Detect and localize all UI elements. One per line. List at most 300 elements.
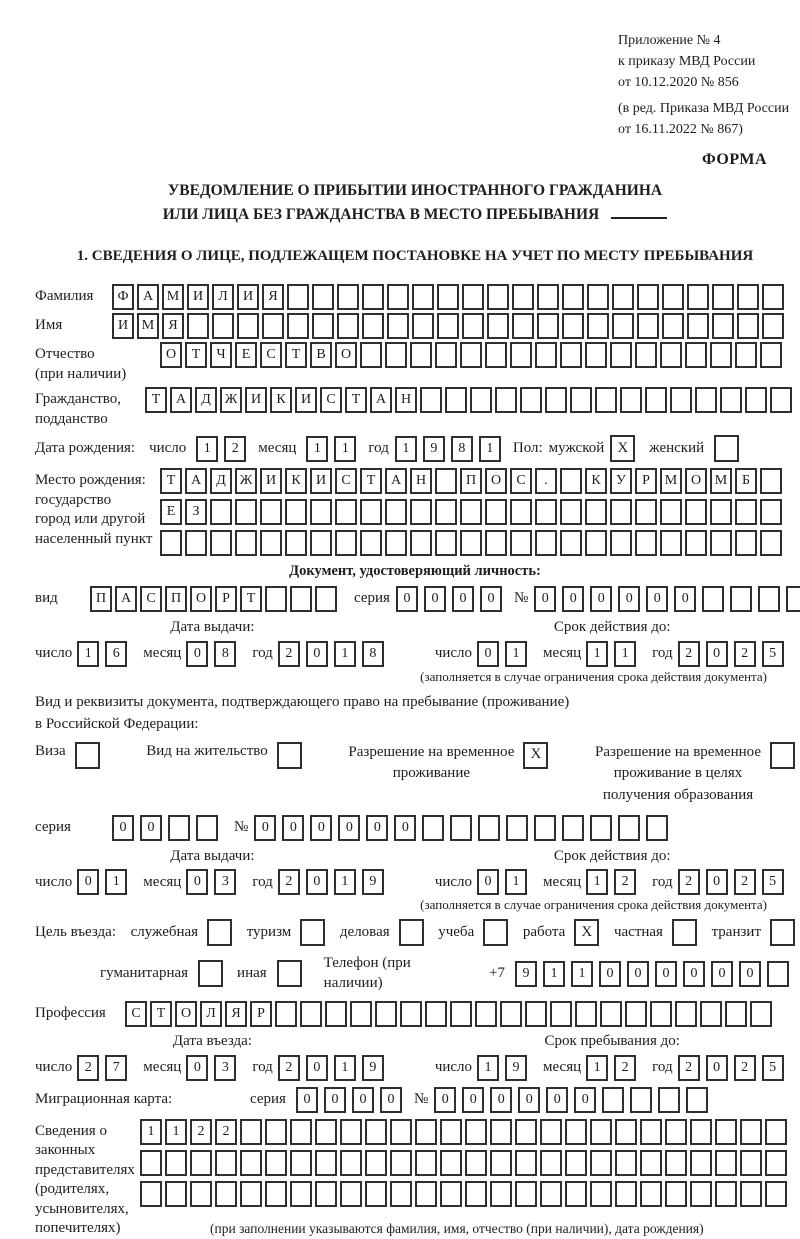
char-cell[interactable]: 0 bbox=[574, 1087, 596, 1113]
char-cell[interactable]: Т bbox=[160, 468, 182, 494]
char-cell[interactable] bbox=[565, 1119, 587, 1145]
char-cell[interactable] bbox=[385, 342, 407, 368]
char-cell[interactable]: 1 bbox=[505, 641, 527, 667]
char-cell[interactable]: О bbox=[335, 342, 357, 368]
char-cell[interactable]: 1 bbox=[196, 436, 218, 462]
char-cell[interactable] bbox=[700, 1001, 722, 1027]
char-cell[interactable] bbox=[767, 961, 789, 987]
char-cell[interactable]: 2 bbox=[278, 869, 300, 895]
char-cell[interactable]: 0 bbox=[394, 815, 416, 841]
char-cell[interactable] bbox=[575, 1001, 597, 1027]
char-cell[interactable] bbox=[325, 1001, 347, 1027]
char-cell[interactable]: А bbox=[170, 387, 192, 413]
char-cell[interactable]: М bbox=[137, 313, 159, 339]
char-cell[interactable]: М bbox=[660, 468, 682, 494]
char-cell[interactable] bbox=[400, 1001, 422, 1027]
char-cell[interactable] bbox=[750, 1001, 772, 1027]
char-cell[interactable] bbox=[350, 1001, 372, 1027]
char-cell[interactable]: 0 bbox=[562, 586, 584, 612]
char-cell[interactable] bbox=[437, 313, 459, 339]
char-cell[interactable] bbox=[662, 313, 684, 339]
char-cell[interactable]: Ж bbox=[235, 468, 257, 494]
char-cell[interactable] bbox=[506, 815, 528, 841]
char-cell[interactable] bbox=[365, 1181, 387, 1207]
char-cell[interactable] bbox=[300, 919, 325, 946]
char-cell[interactable] bbox=[300, 1001, 322, 1027]
char-cell[interactable] bbox=[534, 815, 556, 841]
char-cell[interactable] bbox=[515, 1119, 537, 1145]
char-cell[interactable]: 3 bbox=[214, 1055, 236, 1081]
char-cell[interactable] bbox=[640, 1119, 662, 1145]
char-cell[interactable] bbox=[75, 742, 100, 769]
char-cell[interactable]: Д bbox=[195, 387, 217, 413]
char-cell[interactable]: 0 bbox=[434, 1087, 456, 1113]
char-cell[interactable] bbox=[277, 742, 302, 769]
char-cell[interactable] bbox=[637, 284, 659, 310]
char-cell[interactable] bbox=[315, 586, 337, 612]
char-cell[interactable] bbox=[715, 1181, 737, 1207]
char-cell[interactable] bbox=[770, 742, 795, 769]
char-cell[interactable]: 6 bbox=[105, 641, 127, 667]
char-cell[interactable] bbox=[375, 1001, 397, 1027]
char-cell[interactable]: М bbox=[710, 468, 732, 494]
char-cell[interactable]: 1 bbox=[505, 869, 527, 895]
char-cell[interactable]: О bbox=[485, 468, 507, 494]
char-cell[interactable] bbox=[590, 1181, 612, 1207]
char-cell[interactable] bbox=[712, 313, 734, 339]
char-cell[interactable] bbox=[510, 499, 532, 525]
char-cell[interactable] bbox=[440, 1181, 462, 1207]
char-cell[interactable]: 1 bbox=[77, 641, 99, 667]
char-cell[interactable] bbox=[637, 313, 659, 339]
char-cell[interactable]: С bbox=[125, 1001, 147, 1027]
char-cell[interactable] bbox=[210, 499, 232, 525]
char-cell[interactable] bbox=[740, 1181, 762, 1207]
char-cell[interactable] bbox=[340, 1119, 362, 1145]
char-cell[interactable]: 1 bbox=[477, 1055, 499, 1081]
char-cell[interactable] bbox=[265, 1181, 287, 1207]
char-cell[interactable]: А bbox=[385, 468, 407, 494]
char-cell[interactable]: 0 bbox=[352, 1087, 374, 1113]
char-cell[interactable]: Т bbox=[185, 342, 207, 368]
char-cell[interactable] bbox=[620, 387, 642, 413]
char-cell[interactable] bbox=[360, 530, 382, 556]
char-cell[interactable] bbox=[540, 1119, 562, 1145]
char-cell[interactable]: Е bbox=[160, 499, 182, 525]
char-cell[interactable]: С bbox=[260, 342, 282, 368]
char-cell[interactable]: 8 bbox=[214, 641, 236, 667]
char-cell[interactable]: Т bbox=[150, 1001, 172, 1027]
char-cell[interactable] bbox=[618, 815, 640, 841]
char-cell[interactable]: Т bbox=[240, 586, 262, 612]
char-cell[interactable]: О bbox=[190, 586, 212, 612]
char-cell[interactable] bbox=[714, 435, 739, 462]
char-cell[interactable]: 0 bbox=[452, 586, 474, 612]
char-cell[interactable] bbox=[275, 1001, 297, 1027]
char-cell[interactable] bbox=[512, 284, 534, 310]
char-cell[interactable] bbox=[387, 313, 409, 339]
char-cell[interactable]: 0 bbox=[306, 641, 328, 667]
char-cell[interactable] bbox=[612, 313, 634, 339]
char-cell[interactable] bbox=[475, 1001, 497, 1027]
char-cell[interactable]: 0 bbox=[683, 961, 705, 987]
char-cell[interactable] bbox=[260, 499, 282, 525]
char-cell[interactable] bbox=[765, 1119, 787, 1145]
char-cell[interactable]: С bbox=[320, 387, 342, 413]
char-cell[interactable] bbox=[540, 1181, 562, 1207]
char-cell[interactable] bbox=[762, 284, 784, 310]
char-cell[interactable]: 0 bbox=[627, 961, 649, 987]
char-cell[interactable] bbox=[412, 313, 434, 339]
char-cell[interactable]: 1 bbox=[586, 869, 608, 895]
char-cell[interactable]: X bbox=[523, 742, 548, 769]
char-cell[interactable] bbox=[740, 1119, 762, 1145]
char-cell[interactable] bbox=[512, 313, 534, 339]
char-cell[interactable]: Я bbox=[262, 284, 284, 310]
char-cell[interactable] bbox=[765, 1181, 787, 1207]
char-cell[interactable]: Т bbox=[285, 342, 307, 368]
char-cell[interactable] bbox=[612, 284, 634, 310]
char-cell[interactable] bbox=[695, 387, 717, 413]
char-cell[interactable] bbox=[625, 1001, 647, 1027]
char-cell[interactable] bbox=[762, 313, 784, 339]
char-cell[interactable] bbox=[450, 1001, 472, 1027]
char-cell[interactable] bbox=[190, 1181, 212, 1207]
char-cell[interactable] bbox=[646, 815, 668, 841]
char-cell[interactable]: А bbox=[137, 284, 159, 310]
char-cell[interactable] bbox=[585, 499, 607, 525]
char-cell[interactable] bbox=[562, 313, 584, 339]
char-cell[interactable] bbox=[735, 530, 757, 556]
char-cell[interactable] bbox=[390, 1181, 412, 1207]
char-cell[interactable]: 1 bbox=[479, 436, 501, 462]
char-cell[interactable]: 9 bbox=[362, 1055, 384, 1081]
char-cell[interactable] bbox=[425, 1001, 447, 1027]
char-cell[interactable] bbox=[240, 1119, 262, 1145]
char-cell[interactable]: 5 bbox=[762, 869, 784, 895]
char-cell[interactable] bbox=[685, 530, 707, 556]
char-cell[interactable]: 0 bbox=[424, 586, 446, 612]
char-cell[interactable] bbox=[550, 1001, 572, 1027]
char-cell[interactable] bbox=[690, 1119, 712, 1145]
char-cell[interactable]: Я bbox=[225, 1001, 247, 1027]
char-cell[interactable] bbox=[315, 1181, 337, 1207]
char-cell[interactable] bbox=[587, 284, 609, 310]
char-cell[interactable] bbox=[610, 499, 632, 525]
char-cell[interactable] bbox=[168, 815, 190, 841]
char-cell[interactable] bbox=[665, 1119, 687, 1145]
char-cell[interactable] bbox=[462, 284, 484, 310]
char-cell[interactable]: 0 bbox=[706, 1055, 728, 1081]
char-cell[interactable] bbox=[460, 342, 482, 368]
char-cell[interactable] bbox=[462, 313, 484, 339]
char-cell[interactable] bbox=[630, 1087, 652, 1113]
char-cell[interactable]: 1 bbox=[105, 869, 127, 895]
char-cell[interactable] bbox=[702, 586, 724, 612]
char-cell[interactable]: И bbox=[310, 468, 332, 494]
char-cell[interactable] bbox=[735, 499, 757, 525]
char-cell[interactable]: 0 bbox=[655, 961, 677, 987]
char-cell[interactable] bbox=[590, 1119, 612, 1145]
char-cell[interactable]: 0 bbox=[282, 815, 304, 841]
char-cell[interactable] bbox=[310, 499, 332, 525]
char-cell[interactable]: О bbox=[685, 468, 707, 494]
char-cell[interactable] bbox=[535, 342, 557, 368]
char-cell[interactable] bbox=[335, 499, 357, 525]
char-cell[interactable] bbox=[335, 530, 357, 556]
char-cell[interactable]: 1 bbox=[614, 641, 636, 667]
char-cell[interactable] bbox=[737, 284, 759, 310]
char-cell[interactable]: 2 bbox=[215, 1119, 237, 1145]
char-cell[interactable] bbox=[487, 284, 509, 310]
char-cell[interactable] bbox=[645, 387, 667, 413]
char-cell[interactable] bbox=[685, 342, 707, 368]
char-cell[interactable]: 2 bbox=[734, 641, 756, 667]
char-cell[interactable]: Н bbox=[410, 468, 432, 494]
char-cell[interactable]: А bbox=[185, 468, 207, 494]
char-cell[interactable] bbox=[640, 1181, 662, 1207]
char-cell[interactable] bbox=[520, 387, 542, 413]
char-cell[interactable]: И bbox=[245, 387, 267, 413]
char-cell[interactable] bbox=[237, 313, 259, 339]
char-cell[interactable]: 9 bbox=[423, 436, 445, 462]
char-cell[interactable] bbox=[495, 387, 517, 413]
char-cell[interactable]: С bbox=[335, 468, 357, 494]
char-cell[interactable] bbox=[483, 919, 508, 946]
char-cell[interactable]: 2 bbox=[278, 1055, 300, 1081]
char-cell[interactable] bbox=[410, 342, 432, 368]
char-cell[interactable]: И bbox=[237, 284, 259, 310]
char-cell[interactable]: 0 bbox=[646, 586, 668, 612]
char-cell[interactable] bbox=[410, 530, 432, 556]
char-cell[interactable]: 1 bbox=[140, 1119, 162, 1145]
char-cell[interactable] bbox=[435, 530, 457, 556]
char-cell[interactable] bbox=[437, 284, 459, 310]
char-cell[interactable]: 0 bbox=[310, 815, 332, 841]
char-cell[interactable] bbox=[525, 1001, 547, 1027]
char-cell[interactable] bbox=[465, 1119, 487, 1145]
char-cell[interactable]: 1 bbox=[395, 436, 417, 462]
char-cell[interactable] bbox=[685, 499, 707, 525]
char-cell[interactable] bbox=[758, 586, 780, 612]
char-cell[interactable]: 0 bbox=[477, 641, 499, 667]
char-cell[interactable] bbox=[290, 1119, 312, 1145]
char-cell[interactable] bbox=[415, 1181, 437, 1207]
char-cell[interactable] bbox=[662, 284, 684, 310]
char-cell[interactable]: 0 bbox=[546, 1087, 568, 1113]
char-cell[interactable] bbox=[415, 1119, 437, 1145]
char-cell[interactable]: 0 bbox=[711, 961, 733, 987]
char-cell[interactable]: 0 bbox=[186, 1055, 208, 1081]
char-cell[interactable]: 0 bbox=[380, 1087, 402, 1113]
char-cell[interactable]: 1 bbox=[334, 436, 356, 462]
char-cell[interactable] bbox=[140, 1181, 162, 1207]
char-cell[interactable] bbox=[610, 530, 632, 556]
char-cell[interactable] bbox=[485, 499, 507, 525]
char-cell[interactable]: К bbox=[270, 387, 292, 413]
char-cell[interactable]: Ж bbox=[220, 387, 242, 413]
char-cell[interactable]: 2 bbox=[734, 869, 756, 895]
char-cell[interactable]: О bbox=[175, 1001, 197, 1027]
char-cell[interactable]: 0 bbox=[140, 815, 162, 841]
char-cell[interactable] bbox=[312, 284, 334, 310]
char-cell[interactable]: 0 bbox=[706, 641, 728, 667]
char-cell[interactable]: 0 bbox=[706, 869, 728, 895]
char-cell[interactable] bbox=[737, 313, 759, 339]
char-cell[interactable] bbox=[510, 530, 532, 556]
char-cell[interactable]: Ч bbox=[210, 342, 232, 368]
char-cell[interactable] bbox=[745, 387, 767, 413]
char-cell[interactable] bbox=[478, 815, 500, 841]
char-cell[interactable] bbox=[365, 1119, 387, 1145]
char-cell[interactable]: 0 bbox=[599, 961, 621, 987]
char-cell[interactable] bbox=[585, 530, 607, 556]
char-cell[interactable]: 1 bbox=[334, 641, 356, 667]
char-cell[interactable]: X bbox=[610, 435, 635, 462]
char-cell[interactable]: 0 bbox=[480, 586, 502, 612]
char-cell[interactable] bbox=[660, 342, 682, 368]
char-cell[interactable]: 0 bbox=[462, 1087, 484, 1113]
char-cell[interactable] bbox=[445, 387, 467, 413]
char-cell[interactable] bbox=[562, 815, 584, 841]
char-cell[interactable] bbox=[235, 530, 257, 556]
char-cell[interactable] bbox=[240, 1181, 262, 1207]
char-cell[interactable]: 0 bbox=[618, 586, 640, 612]
char-cell[interactable]: 9 bbox=[505, 1055, 527, 1081]
char-cell[interactable] bbox=[312, 313, 334, 339]
char-cell[interactable]: Т bbox=[345, 387, 367, 413]
char-cell[interactable]: 2 bbox=[77, 1055, 99, 1081]
char-cell[interactable] bbox=[337, 284, 359, 310]
char-cell[interactable]: 2 bbox=[614, 1055, 636, 1081]
char-cell[interactable] bbox=[560, 468, 582, 494]
char-cell[interactable]: 0 bbox=[674, 586, 696, 612]
char-cell[interactable] bbox=[290, 586, 312, 612]
char-cell[interactable]: С bbox=[510, 468, 532, 494]
char-cell[interactable] bbox=[600, 1001, 622, 1027]
char-cell[interactable]: 9 bbox=[362, 869, 384, 895]
char-cell[interactable] bbox=[560, 530, 582, 556]
char-cell[interactable] bbox=[485, 342, 507, 368]
char-cell[interactable] bbox=[535, 530, 557, 556]
char-cell[interactable]: 0 bbox=[186, 641, 208, 667]
char-cell[interactable] bbox=[210, 530, 232, 556]
char-cell[interactable] bbox=[285, 499, 307, 525]
char-cell[interactable] bbox=[602, 1087, 624, 1113]
char-cell[interactable]: 0 bbox=[477, 869, 499, 895]
char-cell[interactable]: 2 bbox=[224, 436, 246, 462]
char-cell[interactable] bbox=[287, 284, 309, 310]
char-cell[interactable] bbox=[362, 313, 384, 339]
char-cell[interactable]: К bbox=[285, 468, 307, 494]
char-cell[interactable]: 2 bbox=[190, 1119, 212, 1145]
char-cell[interactable] bbox=[165, 1181, 187, 1207]
char-cell[interactable]: 2 bbox=[278, 641, 300, 667]
char-cell[interactable]: 5 bbox=[762, 641, 784, 667]
char-cell[interactable] bbox=[390, 1119, 412, 1145]
char-cell[interactable]: 8 bbox=[362, 641, 384, 667]
char-cell[interactable] bbox=[420, 387, 442, 413]
char-cell[interactable]: К bbox=[585, 468, 607, 494]
char-cell[interactable] bbox=[340, 1181, 362, 1207]
char-cell[interactable]: У bbox=[610, 468, 632, 494]
char-cell[interactable] bbox=[360, 499, 382, 525]
char-cell[interactable] bbox=[615, 1119, 637, 1145]
char-cell[interactable] bbox=[650, 1001, 672, 1027]
char-cell[interactable]: 1 bbox=[586, 1055, 608, 1081]
char-cell[interactable]: И bbox=[187, 284, 209, 310]
char-cell[interactable]: 0 bbox=[739, 961, 761, 987]
char-cell[interactable]: Л bbox=[200, 1001, 222, 1027]
char-cell[interactable] bbox=[560, 342, 582, 368]
char-cell[interactable] bbox=[735, 342, 757, 368]
char-cell[interactable] bbox=[277, 960, 302, 987]
char-cell[interactable] bbox=[635, 342, 657, 368]
char-cell[interactable] bbox=[585, 342, 607, 368]
char-cell[interactable] bbox=[362, 284, 384, 310]
char-cell[interactable] bbox=[510, 342, 532, 368]
char-cell[interactable] bbox=[635, 499, 657, 525]
char-cell[interactable] bbox=[710, 530, 732, 556]
char-cell[interactable] bbox=[285, 530, 307, 556]
char-cell[interactable] bbox=[287, 313, 309, 339]
char-cell[interactable]: И bbox=[260, 468, 282, 494]
char-cell[interactable] bbox=[465, 1181, 487, 1207]
char-cell[interactable] bbox=[687, 284, 709, 310]
char-cell[interactable] bbox=[385, 499, 407, 525]
char-cell[interactable] bbox=[435, 342, 457, 368]
char-cell[interactable] bbox=[460, 530, 482, 556]
char-cell[interactable] bbox=[260, 530, 282, 556]
char-cell[interactable]: Т bbox=[360, 468, 382, 494]
char-cell[interactable]: А bbox=[115, 586, 137, 612]
char-cell[interactable] bbox=[537, 284, 559, 310]
char-cell[interactable]: Р bbox=[635, 468, 657, 494]
char-cell[interactable]: 0 bbox=[518, 1087, 540, 1113]
char-cell[interactable] bbox=[435, 499, 457, 525]
char-cell[interactable] bbox=[610, 342, 632, 368]
char-cell[interactable] bbox=[215, 1181, 237, 1207]
char-cell[interactable]: 1 bbox=[543, 961, 565, 987]
char-cell[interactable] bbox=[537, 313, 559, 339]
char-cell[interactable] bbox=[590, 815, 612, 841]
char-cell[interactable] bbox=[212, 313, 234, 339]
char-cell[interactable] bbox=[450, 815, 472, 841]
char-cell[interactable] bbox=[487, 313, 509, 339]
char-cell[interactable]: 1 bbox=[306, 436, 328, 462]
char-cell[interactable] bbox=[670, 387, 692, 413]
char-cell[interactable] bbox=[665, 1181, 687, 1207]
char-cell[interactable] bbox=[387, 284, 409, 310]
char-cell[interactable]: 8 bbox=[451, 436, 473, 462]
char-cell[interactable]: X bbox=[574, 919, 599, 946]
char-cell[interactable]: Б bbox=[735, 468, 757, 494]
char-cell[interactable] bbox=[460, 499, 482, 525]
char-cell[interactable]: 0 bbox=[590, 586, 612, 612]
char-cell[interactable] bbox=[262, 313, 284, 339]
char-cell[interactable]: 0 bbox=[254, 815, 276, 841]
char-cell[interactable]: 1 bbox=[165, 1119, 187, 1145]
char-cell[interactable] bbox=[760, 468, 782, 494]
char-cell[interactable] bbox=[187, 313, 209, 339]
char-cell[interactable] bbox=[570, 387, 592, 413]
char-cell[interactable] bbox=[410, 499, 432, 525]
char-cell[interactable] bbox=[635, 530, 657, 556]
char-cell[interactable] bbox=[595, 387, 617, 413]
char-cell[interactable] bbox=[770, 919, 795, 946]
char-cell[interactable] bbox=[615, 1181, 637, 1207]
char-cell[interactable] bbox=[660, 499, 682, 525]
